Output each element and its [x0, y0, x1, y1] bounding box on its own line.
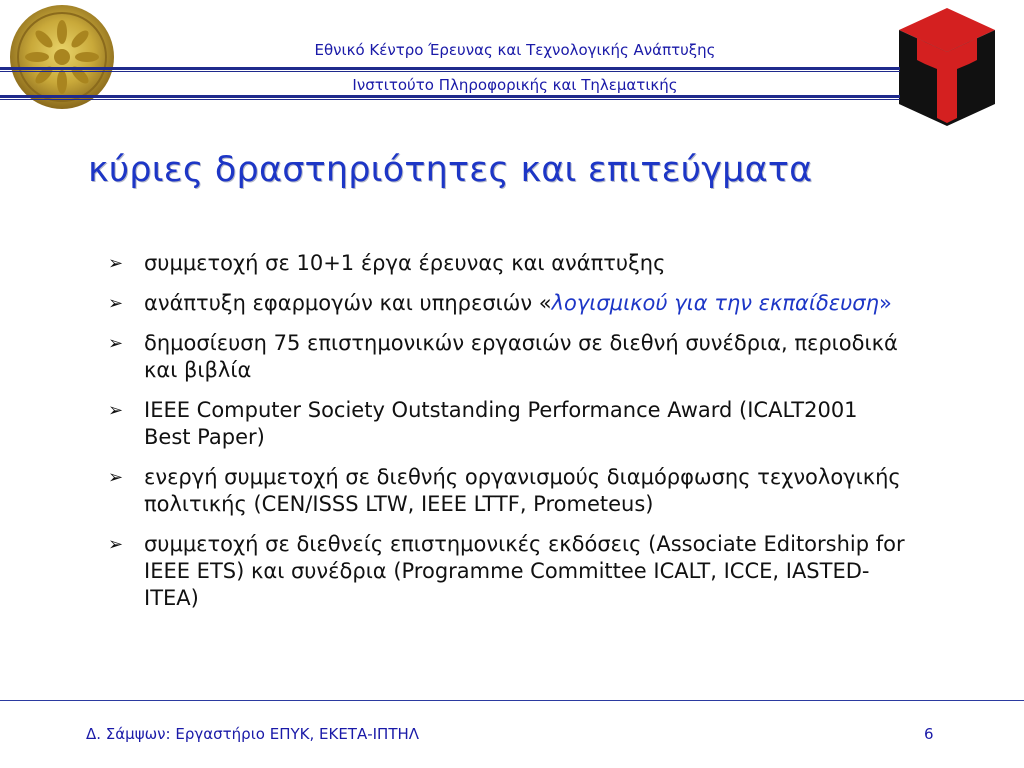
list-item: [108, 531, 908, 612]
header-rule-top: [0, 67, 900, 70]
institute-logo: [895, 6, 999, 128]
arrowhead-bullet-icon: ➢: [108, 293, 124, 314]
bullet-text-prefix: ανάπτυξη εφαρμογών και υπηρεσιών «: [144, 291, 552, 315]
arrowhead-bullet-icon: ➢: [108, 333, 124, 354]
bullet-text: IEEE Computer Society Outstanding Performance Award (ICALT2001 Best Paper): [144, 398, 858, 449]
list-item: [108, 290, 908, 317]
list-item: [108, 397, 908, 451]
header-institute: Ινστιτούτο Πληροφορικής και Τηλεματικής: [352, 76, 678, 94]
bullet-text-emphasis: λογισμικού για την εκπαίδευση: [551, 291, 879, 315]
header-organization: Εθνικό Κέντρο Έρευνας και Τεχνολογικής Ανάπτυξης: [314, 41, 716, 59]
bullet-text: ενεργή συμμετοχή σε διεθνής οργανισμούς διαμόρφωσης τεχνολογικής πολιτικής (CEN/ISSS LTW, IEEE LTTF, Prometeus): [144, 465, 901, 516]
footer-rule: [0, 700, 1024, 701]
list-item: [108, 330, 908, 384]
header-rule-bottom-thin: [0, 99, 900, 100]
bullet-text-suffix: »: [878, 291, 892, 315]
bullet-text: συμμετοχή σε διεθνείς επιστημονικές εκδόσεις (Associate Editorship for IEEE ETS) και συνέδρια (Programme Committee ICALT, ICCE, IASTED-ITEA): [144, 532, 905, 610]
arrowhead-bullet-icon: ➢: [108, 534, 124, 555]
bullet-list: [108, 250, 908, 625]
header-rule-bottom: [0, 95, 900, 98]
page-number: 6: [924, 725, 934, 743]
list-item: [108, 464, 908, 518]
arrowhead-bullet-icon: ➢: [108, 400, 124, 421]
footer-author: Δ. Σάμψων: Εργαστήριο ΕΠΥΚ, ΕΚΕΤΑ-ΙΠΤΗΛ: [86, 725, 420, 743]
arrowhead-bullet-icon: ➢: [108, 467, 124, 488]
header-rule-top-thin: [0, 71, 900, 72]
bullet-text: συμμετοχή σε 10+1 έργα έρευνας και ανάπτυξης: [144, 251, 666, 275]
bullet-text: δημοσίευση 75 επιστημονικών εργασιών σε διεθνή συνέδρια, περιοδικά και βιβλία: [144, 331, 898, 382]
arrowhead-bullet-icon: ➢: [108, 253, 124, 274]
slide-title: κύριες δραστηριότητες και επιτεύγματα: [88, 150, 813, 190]
list-item: [108, 250, 908, 277]
